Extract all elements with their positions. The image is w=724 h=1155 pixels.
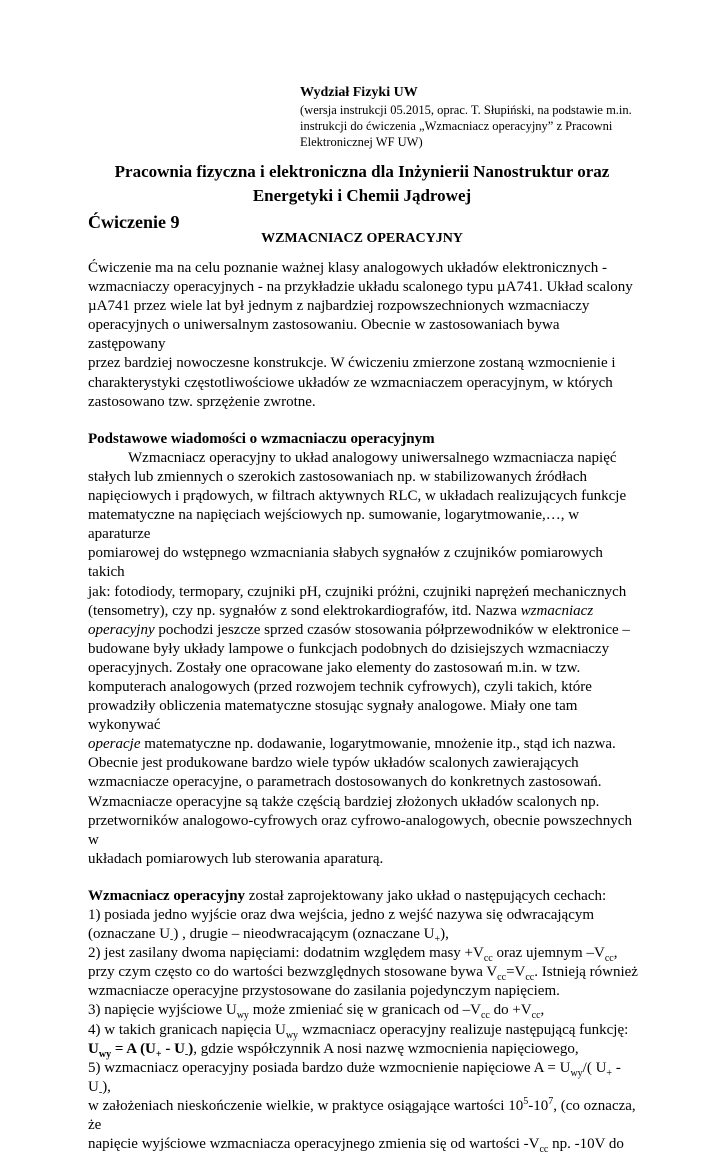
intro-line-1: Ćwiczenie ma na celu poznanie ważnej klasy analogowych układów elektronicznych -: [88, 260, 607, 276]
paragraph-gap: [88, 869, 640, 887]
section1-line-13: operacje matematyczne np. dodawanie, logarytmowanie, mnożenie itp., stąd ich nazwa.: [88, 736, 616, 753]
version-note-line-2: instrukcji do ćwiczenia „Wzmacniacz operacyjny” z Pracowni: [300, 119, 613, 133]
department-name: Wydział Fizyki UW: [300, 85, 418, 100]
section1-line-16: Wzmacniacze operacyjne są także częścią bardziej złożonych układów scalonych np.: [88, 793, 600, 810]
exercise-number: Ćwiczenie 9: [88, 212, 180, 232]
version-note-line-3: Elektronicznej WF UW): [300, 135, 423, 149]
version-note-line-1: (wersja instrukcji 05.2015, oprac. T. Słupiński, na podstawie m.in.: [300, 103, 632, 117]
exercise-title: WZMACNIACZ OPERACYJNY: [261, 231, 463, 246]
section1-line-11: komputerach analogowych (przed rozwojem technik cyfrowych), czyli takich, które: [88, 678, 592, 695]
paragraph-gap: [88, 412, 640, 430]
intro-line-2: wzmacniaczy operacyjnych - na przykładzie układu scalonego typu µA741. Układ scalony: [88, 279, 633, 296]
feature-2-cont: przy czym często co do wartości bezwzględnych stosowane bywa $V_{cc}=V_{cc}$. Istnieją również: [88, 964, 638, 984]
feature-5-cont-2: napięcie wyjściowe wzmacniacza operacyjnego zmienia się od wartości $-V_{cc}$ np. -10V do: [88, 1136, 624, 1155]
section1-line-1: Wzmacniacz operacyjny to układ analogowy uniwersalnego wzmacniacza napięć: [128, 449, 617, 466]
section1-line-7: (tensometry), czy np. sygnałów z sond elektrokardiografów, itd. Nazwa wzmacniacz: [88, 602, 594, 619]
section1-line-14: Obecnie jest produkowane bardzo wiele typów układów scalonych zawierających: [88, 755, 579, 772]
feature-3: 3) napięcie wyjściowe $U_{wy}$ może zmieniać się w granicach od $-V_{cc}$ do $+V_{cc}$,: [88, 1002, 545, 1022]
section1-line-4: matematyczne na napięciach wejściowych np. sumowanie, logarytmowanie,…, w aparaturze: [88, 507, 580, 543]
section1-line-12: prowadziły obliczenia matematyczne stosując sygnały analogowe. Miały one tam wykonywać: [88, 698, 578, 734]
intro-line-5: przez bardziej nowoczesne konstrukcje. W ćwiczeniu zmierzone zostaną wzmocnienie i: [88, 355, 616, 372]
intro-line-6: charakterystyki częstotliwościowe układów ze wzmacniaczem operacyjnym, w których: [88, 374, 613, 391]
section-heading: Podstawowe wiadomości o wzmacniaczu operacyjnym: [88, 430, 435, 447]
section1-line-18: układach pomiarowych lub sterowania aparaturą.: [88, 850, 384, 867]
intro-line-7: zastosowano tzw. sprzężenie zwrotne.: [88, 393, 316, 410]
feature-2: 2) jest zasilany dwoma napięciami: dodatnim względem masy $+V_{cc}$ oraz ujemnym $-V_{cc}$,: [88, 945, 618, 965]
feature-5-cont: w założeniach nieskończenie wielkie, w praktyce osiągające wartości $10^5-10^7$, (co oznacza, że: [88, 1095, 636, 1134]
features-lead: Wzmacniacz operacyjny został zaprojektowany jako układ o następujących cechach:: [88, 887, 607, 904]
section1-line-5: pomiarowej do wstępnego wzmacniania słabych sygnałów z czujników pomiarowych takich: [88, 545, 603, 581]
header-block: [300, 84, 660, 150]
feature-1-cont: (oznaczane $U_-$) , drugie – nieodwracającym (oznaczane $U_+$),: [88, 926, 449, 946]
course-title-line-1: Pracownia fizyczna i elektroniczna dla Inżynierii Nanostruktur oraz: [114, 162, 610, 181]
section1-line-15: wzmacniacze operacyjne, o parametrach dostosowanych do konkretnych zastosowań.: [88, 774, 602, 791]
feature-1: 1) posiada jedno wyjście oraz dwa wejścia, jedno z wejść nazywa się odwracającym: [88, 907, 595, 923]
intro-line-4: operacyjnych o uniwersalnym zastosowaniu. Obecnie w zastosowaniach bywa zastępowany: [88, 317, 560, 353]
section1-line-6: jak: fotodiody, termopary, czujniki pH, czujniki próżni, czujniki naprężeń mechanicznych: [88, 583, 627, 600]
feature-5: 5) wzmacniacz operacyjny posiada bardzo duże wzmocnienie napięciowe $A = U_{wy}/$( $U_+ - U_-$),: [88, 1059, 621, 1098]
section1-line-9: budowane były układy lampowe o funkcjach podobnych do dzisiejszych wzmacniaczy: [88, 640, 610, 657]
section1-line-10: operacyjnych. Zostały one opracowane jako elementy do zastosowań m.in. w tzw.: [88, 659, 581, 676]
intro-line-3: µA741 przez wiele lat był jednym z najbardziej rozpowszechnionych wzmacniaczy: [88, 298, 590, 315]
gain-formula: $U_{wy} = A$ $(U_+ - U_-)$, gdzie współczynnik A nosi nazwę wzmocnienia napięciowego,: [88, 1040, 579, 1060]
section1-line-8: operacyjny pochodzi jeszcze sprzed czasów stosowania półprzewodników w elektronice –: [88, 621, 630, 638]
section1-line-17: przetworników analogowo-cyfrowych oraz cyfrowo-analogowych, obecnie powszechnych w: [88, 812, 632, 848]
course-title: [88, 160, 636, 208]
section1-line-3: napięciowych i prądowych, w filtrach aktywnych RLC, w układach realizujących funkcje: [88, 488, 627, 505]
course-title-line-2: Energetyki i Chemii Jądrowej: [252, 186, 472, 205]
feature-4: 4) w takich granicach napięcia $U_{wy}$ wzmacniacz operacyjny realizuje następującą funkcję:: [88, 1021, 629, 1041]
feature-2-cont-2: wzmacniacze operacyjne przystosowane do zasilania pojedynczym napięciem.: [88, 983, 560, 1000]
document-body: [88, 259, 640, 1154]
section1-line-2: stałych lub zmiennych o szerokich zastosowaniach np. w stabilizowanych źródłach: [88, 468, 588, 485]
